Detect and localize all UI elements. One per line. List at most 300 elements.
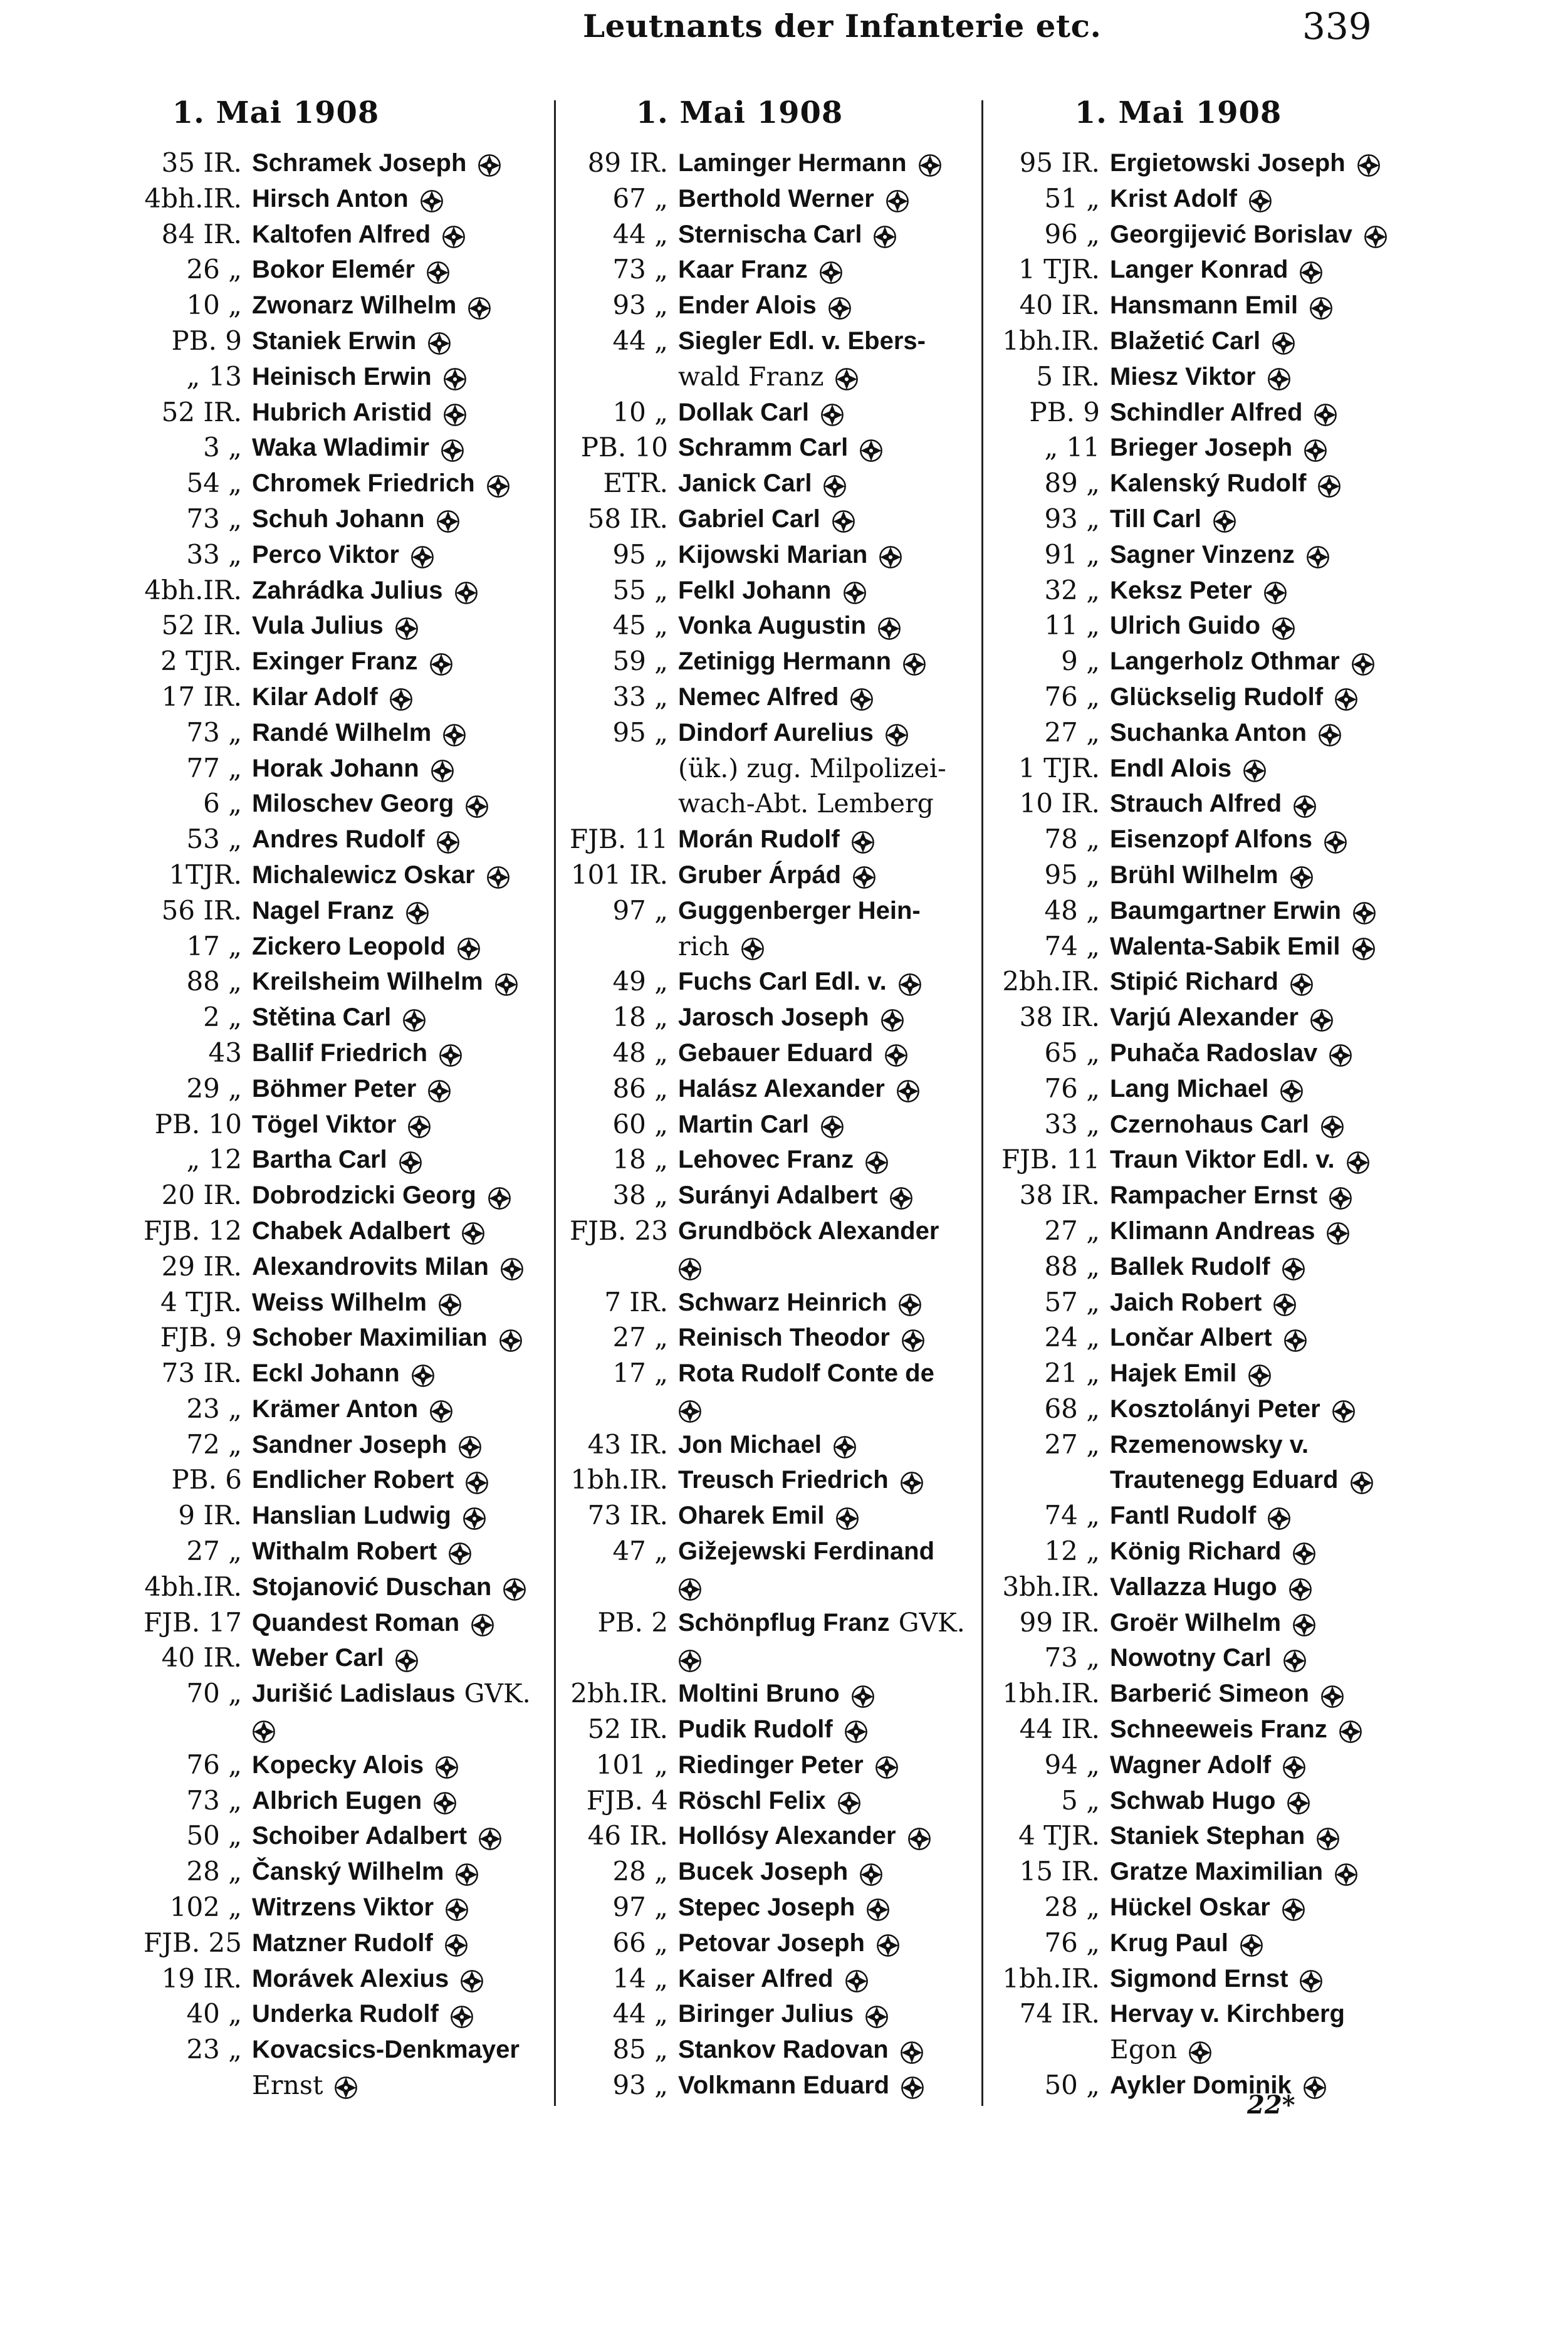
cross-icon	[898, 1291, 922, 1314]
officer-name: Jon Michael	[678, 1430, 822, 1458]
cross-icon	[405, 899, 429, 923]
list-item	[564, 145, 971, 181]
list-item	[564, 2032, 971, 2068]
officer-name: Fantl Rudolf	[1110, 1502, 1257, 1530]
list-item	[130, 1640, 544, 1676]
unit-label: 50 „	[1044, 2070, 1100, 2101]
officer-name: Jaich Robert	[1110, 1288, 1262, 1316]
list-item	[130, 466, 544, 501]
unit-label: 52 IR.	[161, 396, 242, 427]
officer-name: Underka Rudolf	[252, 2000, 439, 2028]
cross-icon	[1303, 2073, 1327, 2097]
cross-icon	[741, 935, 765, 958]
list-item	[990, 1747, 1404, 1783]
officer-name: Endl Alois	[1110, 754, 1232, 782]
cross-icon	[455, 1860, 479, 1884]
unit-label: 4 TJR.	[160, 1286, 242, 1317]
unit-label: FJB. 4	[586, 1784, 668, 1816]
unit-label: 17 IR.	[161, 681, 242, 712]
list-item	[564, 1071, 971, 1107]
list-item	[564, 466, 971, 501]
list-item	[564, 1783, 971, 1819]
officer-name: Staniek Erwin	[252, 327, 417, 355]
cross-icon	[1287, 1789, 1310, 1813]
unit-label: 91 „	[1044, 538, 1100, 570]
officer-name: Bokor Elemér	[252, 256, 416, 284]
list-item	[564, 1925, 971, 1961]
list-item	[564, 751, 971, 787]
cross-icon	[443, 401, 467, 424]
cross-icon	[1329, 1041, 1352, 1065]
cross-icon	[851, 1682, 875, 1706]
list-item	[990, 181, 1404, 217]
unit-label: 99 IR.	[1019, 1606, 1100, 1638]
unit-label: 19 IR.	[161, 1962, 242, 1994]
unit-label: 89 „	[1044, 468, 1100, 499]
unit-label: 24 „	[1044, 1322, 1100, 1353]
list-item	[990, 1640, 1404, 1676]
list-item	[130, 252, 544, 288]
officer-name: Dindorf Aurelius	[678, 718, 874, 746]
list-item	[564, 857, 971, 893]
list-item	[990, 1712, 1404, 1747]
cross-icon	[901, 2073, 924, 2097]
cross-icon	[1320, 1113, 1344, 1136]
list-item	[130, 1676, 544, 1712]
officer-name: Felkl Johann	[678, 576, 832, 604]
list-item	[564, 1676, 971, 1712]
list-item	[130, 1534, 544, 1569]
officer-name: Vallazza Hugo	[1110, 1573, 1277, 1601]
list-item	[990, 1213, 1404, 1249]
unit-label: 29 „	[186, 1072, 242, 1104]
cross-icon	[819, 258, 843, 282]
officer-name: Oharek Emil	[678, 1502, 825, 1530]
unit-label: 17 „	[612, 1358, 668, 1389]
list-item	[130, 1178, 544, 1213]
list-item	[990, 1142, 1404, 1178]
unit-label: FJB. 23	[570, 1215, 668, 1246]
unit-label: PB. 10	[580, 432, 668, 463]
officer-name: Strauch Alfred	[1110, 790, 1282, 818]
officer-name: Schoiber Adalbert	[252, 1822, 468, 1850]
officer-name: Suchanka Anton	[1110, 718, 1307, 746]
officer-name: Ergietowski Joseph	[1110, 149, 1346, 177]
cross-icon	[463, 1504, 486, 1528]
list-item	[564, 181, 971, 217]
list-item	[990, 2032, 1404, 2068]
list-item	[564, 822, 971, 857]
officer-name: Jurišić Ladislaus	[252, 1680, 456, 1708]
unit-label: 73 „	[186, 503, 242, 534]
list-item	[130, 893, 544, 929]
unit-label: FJB. 11	[570, 824, 668, 855]
cross-icon	[488, 1184, 511, 1208]
unit-label: 73 „	[186, 716, 242, 748]
list-item	[990, 1462, 1404, 1498]
list-item	[990, 1818, 1404, 1854]
column-heading-3: 1. Mai 1908	[1074, 95, 1282, 130]
officer-name: Hansmann Emil	[1110, 291, 1299, 320]
officer-name: Kaltofen Alfred	[252, 220, 431, 248]
list-item	[564, 217, 971, 253]
officer-name: Kreilsheim Wilhelm	[252, 968, 483, 996]
cross-icon	[907, 1825, 931, 1848]
list-item	[990, 1107, 1404, 1143]
list-item	[130, 1605, 544, 1641]
cross-icon	[1188, 2038, 1212, 2062]
officer-name: Kilar Adolf	[252, 683, 378, 711]
unit-label: 33 „	[186, 538, 242, 570]
cross-icon	[1357, 151, 1381, 175]
unit-label: 73 „	[612, 254, 668, 285]
unit-label: 76 „	[186, 1749, 242, 1780]
unit-label: 5 „	[1061, 1784, 1100, 1816]
officer-name: Wagner Adolf	[1110, 1751, 1272, 1779]
unit-label: 15 IR.	[1019, 1856, 1100, 1887]
cross-icon	[828, 294, 852, 318]
list-item	[564, 1747, 971, 1783]
unit-label: 85 „	[612, 2034, 668, 2065]
unit-label: 74 IR.	[1019, 1998, 1100, 2029]
unit-label: 60 „	[612, 1108, 668, 1139]
unit-label: 10 „	[186, 290, 242, 321]
unit-label: 4bh.IR.	[144, 574, 242, 605]
unit-label: „ 12	[186, 1144, 242, 1175]
list-item	[130, 1783, 544, 1819]
unit-label: 45 „	[612, 610, 668, 641]
officer-name: Brieger Joseph	[1110, 434, 1293, 462]
cross-icon	[902, 650, 926, 674]
list-item	[130, 1427, 544, 1463]
cross-icon	[865, 1148, 889, 1172]
officer-name: Schönpflug Franz	[678, 1608, 890, 1636]
officer-name: Lang Michael	[1110, 1074, 1269, 1102]
unit-label: 48 „	[1044, 894, 1100, 926]
cross-icon	[1272, 614, 1295, 638]
unit-label: PB. 10	[154, 1108, 242, 1139]
cross-icon	[410, 543, 434, 567]
cross-icon	[820, 1113, 844, 1136]
list-item	[990, 1071, 1404, 1107]
list-item	[130, 1249, 544, 1285]
unit-label: 48 „	[612, 1037, 668, 1068]
officer-name: Miloschev Georg	[252, 790, 454, 818]
unit-label: 3bh.IR.	[1002, 1571, 1100, 1602]
list-item	[564, 715, 971, 751]
unit-label: 55 „	[612, 574, 668, 605]
unit-label: 2 „	[203, 1002, 242, 1033]
officer-name: Kijowski Marian	[678, 540, 868, 568]
list-item	[564, 430, 971, 466]
cross-icon	[478, 151, 501, 175]
cross-icon	[411, 1361, 435, 1385]
unit-label: 93 „	[612, 290, 668, 321]
unit-label: 73 IR.	[587, 1500, 668, 1531]
list-item	[564, 1285, 971, 1321]
officer-name: Čanský Wilhelm	[252, 1858, 444, 1886]
cross-icon	[1292, 1539, 1316, 1563]
unit-label: 35 IR.	[161, 147, 242, 178]
unit-label: 73 IR.	[161, 1358, 242, 1389]
cross-icon	[866, 1895, 890, 1919]
list-item	[564, 1462, 971, 1498]
list-item	[990, 1320, 1404, 1356]
unit-label: PB. 9	[1029, 396, 1100, 427]
cross-icon	[1283, 1647, 1307, 1670]
unit-label: FJB. 11	[1001, 1144, 1100, 1175]
cross-icon	[427, 1077, 451, 1101]
list-item	[130, 1890, 544, 1925]
unit-label: 51 „	[1044, 182, 1100, 214]
list-item	[130, 1107, 544, 1143]
list-item	[130, 1747, 544, 1783]
cross-icon	[1263, 579, 1287, 602]
cross-icon	[885, 721, 909, 745]
list-item	[990, 822, 1404, 857]
unit-label: 53 „	[186, 824, 242, 855]
unit-label: 27 „	[1044, 716, 1100, 748]
officer-name: Stětina Carl	[252, 1003, 392, 1032]
officer-name: Czernohaus Carl	[1110, 1110, 1309, 1138]
list-item	[990, 715, 1404, 751]
officer-name: Stojanović Duschan	[252, 1573, 492, 1601]
list-item	[130, 679, 544, 715]
cross-icon	[503, 1575, 526, 1599]
cross-icon	[1243, 757, 1267, 780]
list-item	[130, 359, 544, 395]
officer-name: Alexandrovits Milan	[252, 1252, 489, 1280]
unit-label: 4 TJR.	[1018, 1820, 1100, 1851]
officer-name: Randé Wilhelm	[252, 718, 432, 746]
unit-label: FJB. 25	[144, 1927, 242, 1958]
unit-label: 12 „	[1044, 1536, 1100, 1567]
unit-label: 4bh.IR.	[144, 182, 242, 214]
list-item	[990, 252, 1404, 288]
cross-icon	[438, 1291, 462, 1314]
officer-name: Hückel Oskar	[1110, 1893, 1270, 1922]
officer-name: Michalewicz Oskar	[252, 861, 475, 889]
officer-name: Pudik Rudolf	[678, 1715, 833, 1744]
officer-name: Langerholz Othmar	[1110, 647, 1340, 676]
officer-name: Nowotny Carl	[1110, 1644, 1272, 1672]
list-item	[564, 644, 971, 679]
unit-label: 86 „	[612, 1072, 668, 1104]
unit-label: 27 „	[186, 1536, 242, 1567]
list-item	[990, 430, 1404, 466]
cross-icon	[458, 1433, 482, 1457]
cross-icon	[1351, 650, 1375, 674]
list-item	[130, 1356, 544, 1391]
list-item	[564, 537, 971, 573]
cross-icon	[1290, 970, 1314, 994]
unit-label: 14 „	[612, 1962, 668, 1994]
unit-label: 50 „	[186, 1820, 242, 1851]
list-item	[990, 1427, 1404, 1463]
cross-icon	[499, 1326, 523, 1350]
cross-icon	[1352, 899, 1376, 923]
list-item	[564, 501, 971, 537]
cross-icon	[427, 329, 451, 353]
officer-name: Trautenegg Eduard	[1110, 1466, 1339, 1494]
list-item	[990, 857, 1404, 893]
officer-name: Böhmer Peter	[252, 1074, 417, 1102]
officer-name: Zahrádka Julius	[252, 576, 443, 604]
unit-label: 1bh.IR.	[1002, 1962, 1100, 1994]
unit-label: 44 „	[612, 218, 668, 249]
unit-label: 32 „	[1044, 574, 1100, 605]
officer-name: Exinger Franz	[252, 647, 418, 676]
cross-icon	[889, 1184, 913, 1208]
list-item	[564, 1320, 971, 1356]
officer-name: Zwonarz Wilhelm	[252, 291, 457, 320]
officer-name: Eisenzopf Alfons	[1110, 825, 1312, 854]
list-item	[130, 822, 544, 857]
list-item	[130, 1035, 544, 1071]
cross-icon	[420, 187, 444, 211]
unit-label: 6 „	[203, 788, 242, 819]
officer-name: wald Franz	[678, 361, 824, 392]
list-item	[990, 537, 1404, 573]
list-item	[130, 751, 544, 787]
unit-label: 38 „	[612, 1180, 668, 1211]
officer-name: Surányi Adalbert	[678, 1181, 878, 1210]
officer-name: Lehovec Franz	[678, 1146, 854, 1174]
officer-name: Sternischa Carl	[678, 220, 862, 248]
unit-label: 1TJR.	[169, 859, 242, 890]
list-item	[564, 1498, 971, 1534]
cross-icon	[468, 294, 491, 318]
unit-label: 84 IR.	[161, 218, 242, 249]
list-item	[564, 964, 971, 1000]
column-2	[564, 145, 971, 2103]
unit-label: 29 IR.	[161, 1250, 242, 1282]
cross-icon	[448, 1539, 472, 1563]
officer-name: Krist Adolf	[1110, 184, 1237, 212]
list-item	[990, 1569, 1404, 1605]
cross-icon	[1339, 1717, 1362, 1741]
unit-label: 96 „	[1044, 218, 1100, 249]
unit-label: 11 „	[1044, 610, 1100, 641]
unit-label: 78 „	[1044, 824, 1100, 855]
unit-label: PB. 2	[597, 1606, 668, 1638]
list-item	[130, 1320, 544, 1356]
list-item	[990, 288, 1404, 323]
unit-label: 1bh.IR.	[1002, 325, 1100, 356]
cross-icon	[465, 792, 489, 816]
unit-label: „ 13	[186, 360, 242, 392]
list-item	[990, 395, 1404, 431]
decoration-abbrev: GVK.	[464, 1678, 531, 1709]
cross-icon	[823, 472, 847, 496]
unit-label: 76 „	[1044, 681, 1100, 712]
list-item	[130, 323, 544, 359]
cross-icon	[678, 1647, 702, 1670]
list-item	[564, 359, 971, 395]
cross-icon	[471, 1611, 494, 1635]
unit-label: PB. 6	[171, 1464, 242, 1495]
list-item	[564, 1000, 971, 1035]
unit-label: 33 „	[612, 681, 668, 712]
cross-icon	[436, 507, 460, 531]
unit-label: 27 „	[612, 1322, 668, 1353]
cross-icon	[876, 1931, 900, 1955]
cross-icon	[1317, 472, 1341, 496]
unit-label: 2 TJR.	[160, 646, 242, 677]
list-item	[564, 573, 971, 609]
officer-name: Grundböck Alexander	[678, 1217, 939, 1245]
unit-label: 43 IR.	[587, 1428, 668, 1460]
unit-label: FJB. 9	[160, 1322, 242, 1353]
list-item	[564, 679, 971, 715]
officer-name: Martin Carl	[678, 1110, 809, 1138]
unit-label: 44 „	[612, 1998, 668, 2029]
cross-icon	[445, 1895, 469, 1919]
unit-label: 23 „	[186, 1393, 242, 1424]
cross-icon	[252, 1717, 276, 1741]
list-item	[564, 252, 971, 288]
list-item	[990, 573, 1404, 609]
unit-label: 74 „	[1044, 1500, 1100, 1531]
officer-name: Ballek Rudolf	[1110, 1252, 1270, 1280]
list-item	[990, 466, 1404, 501]
unit-label: 1 TJR.	[1018, 254, 1100, 285]
cross-icon	[429, 650, 453, 674]
cross-icon	[450, 2003, 474, 2026]
unit-label: FJB. 12	[144, 1215, 242, 1246]
officer-name: Quandest Roman	[252, 1608, 460, 1636]
list-item	[130, 964, 544, 1000]
list-item	[990, 2068, 1404, 2103]
list-item	[990, 893, 1404, 929]
officer-name: Baumgartner Erwin	[1110, 896, 1341, 924]
cross-icon	[444, 1931, 468, 1955]
officer-name: Schober Maximilian	[252, 1324, 488, 1352]
officer-name: Biringer Julius	[678, 2000, 854, 2028]
unit-label: 2bh.IR.	[570, 1678, 668, 1709]
officer-name: Groër Wilhelm	[1110, 1608, 1282, 1636]
officer-name: Vonka Augustin	[678, 612, 866, 640]
column-1	[130, 145, 544, 2103]
cross-icon	[1318, 721, 1342, 745]
officer-name: Schneeweis Franz	[1110, 1715, 1327, 1744]
unit-label: 74 „	[1044, 930, 1100, 961]
cross-icon	[881, 1006, 904, 1030]
officer-name: Puhača Radoslav	[1110, 1039, 1318, 1067]
cross-icon	[1306, 543, 1330, 567]
officer-name: Withalm Robert	[252, 1537, 437, 1566]
officer-name: Kosztolányi Peter	[1110, 1395, 1320, 1423]
column-divider-1	[554, 100, 556, 2106]
unit-label: 58 IR.	[587, 503, 668, 534]
officer-name: Dollak Carl	[678, 398, 809, 426]
unit-label: 93 „	[612, 2070, 668, 2101]
cross-icon	[1320, 1682, 1344, 1706]
list-item	[130, 217, 544, 253]
list-item	[130, 1071, 544, 1107]
cross-icon	[835, 365, 859, 389]
cross-icon	[900, 2038, 924, 2062]
list-item	[990, 929, 1404, 965]
unit-label: 95 IR.	[1019, 147, 1100, 178]
cross-icon	[678, 1397, 702, 1421]
cross-icon	[873, 223, 897, 246]
cross-icon	[460, 1967, 484, 1991]
officer-name: Treusch Friedrich	[678, 1466, 889, 1494]
officer-name: Heinisch Erwin	[252, 362, 432, 390]
officer-name: Till Carl	[1110, 505, 1201, 533]
list-item	[564, 1107, 971, 1143]
